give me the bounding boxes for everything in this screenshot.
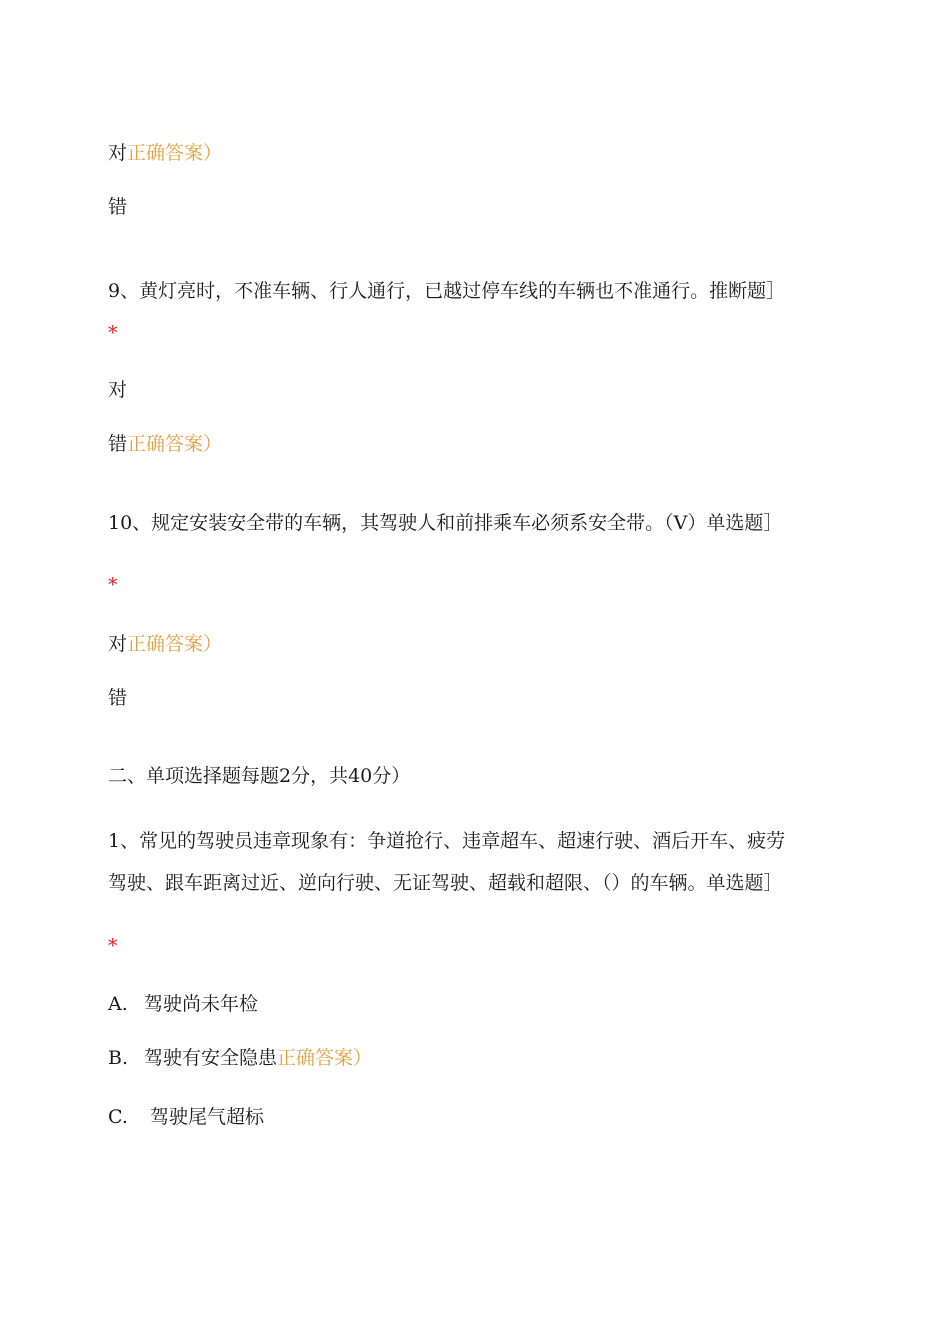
q10-correct-answer-marker: 正确答案） [127, 633, 223, 655]
q9-correct-answer-marker: 正确答案） [127, 433, 223, 455]
option-text: 驾驶尚未年检 [144, 993, 259, 1015]
s2q1-option-b[interactable] [108, 1046, 372, 1070]
q10-option-true-label: 对 [108, 633, 128, 655]
s2q1-required-marker: * [108, 935, 118, 957]
option-letter: B. [108, 1047, 129, 1069]
q8-option-true-label: 对 [108, 142, 128, 164]
q10-question-text: 10、规定安装安全带的车辆，其驾驶人和前排乘车必须系安全带。（V）单选题］ [108, 512, 783, 534]
option-text: 驾驶尾气超标 [150, 1106, 265, 1128]
q10-option-false-label: 错 [108, 687, 128, 709]
q8-option-true[interactable] [108, 141, 222, 165]
option-text: 驾驶有安全隐患 [144, 1047, 278, 1069]
s2q1-option-a[interactable] [108, 992, 258, 1016]
section-2-title: 二、单项选择题每题2分，共40分） [108, 765, 411, 787]
q8-option-false-label: 错 [108, 196, 128, 218]
q9-question-text: 9、黄灯亮时，不准车辆、行人通行，已越过停车线的车辆也不准通行。推断题］ [108, 280, 786, 302]
q10-option-false[interactable] [108, 686, 127, 710]
s2q1-option-c[interactable] [108, 1105, 264, 1129]
s2q1-question-line-2: 驾驶、跟车距离过近、逆向行驶、无证驾驶、超载和超限、（）的车辆。单选题］ [108, 872, 783, 894]
q8-correct-answer-marker: 正确答案） [127, 142, 223, 164]
q10-required-marker: * [108, 574, 118, 596]
q9-option-false[interactable] [108, 432, 222, 456]
s2q1-question-line-1: 1、常见的驾驶员违章现象有：争道抢行、违章超车、超速行驶、酒后开车、疲劳 [108, 830, 786, 852]
q9-option-true-label: 对 [108, 379, 128, 401]
q8-option-false[interactable] [108, 195, 127, 219]
option-letter: C. [108, 1106, 128, 1128]
q9-required-marker: * [108, 322, 118, 344]
option-letter: A. [108, 993, 128, 1015]
s2q1-correct-answer-marker: 正确答案） [277, 1047, 373, 1069]
q9-option-true[interactable] [108, 378, 127, 402]
q9-option-false-label: 错 [108, 433, 128, 455]
q10-option-true[interactable] [108, 632, 222, 656]
